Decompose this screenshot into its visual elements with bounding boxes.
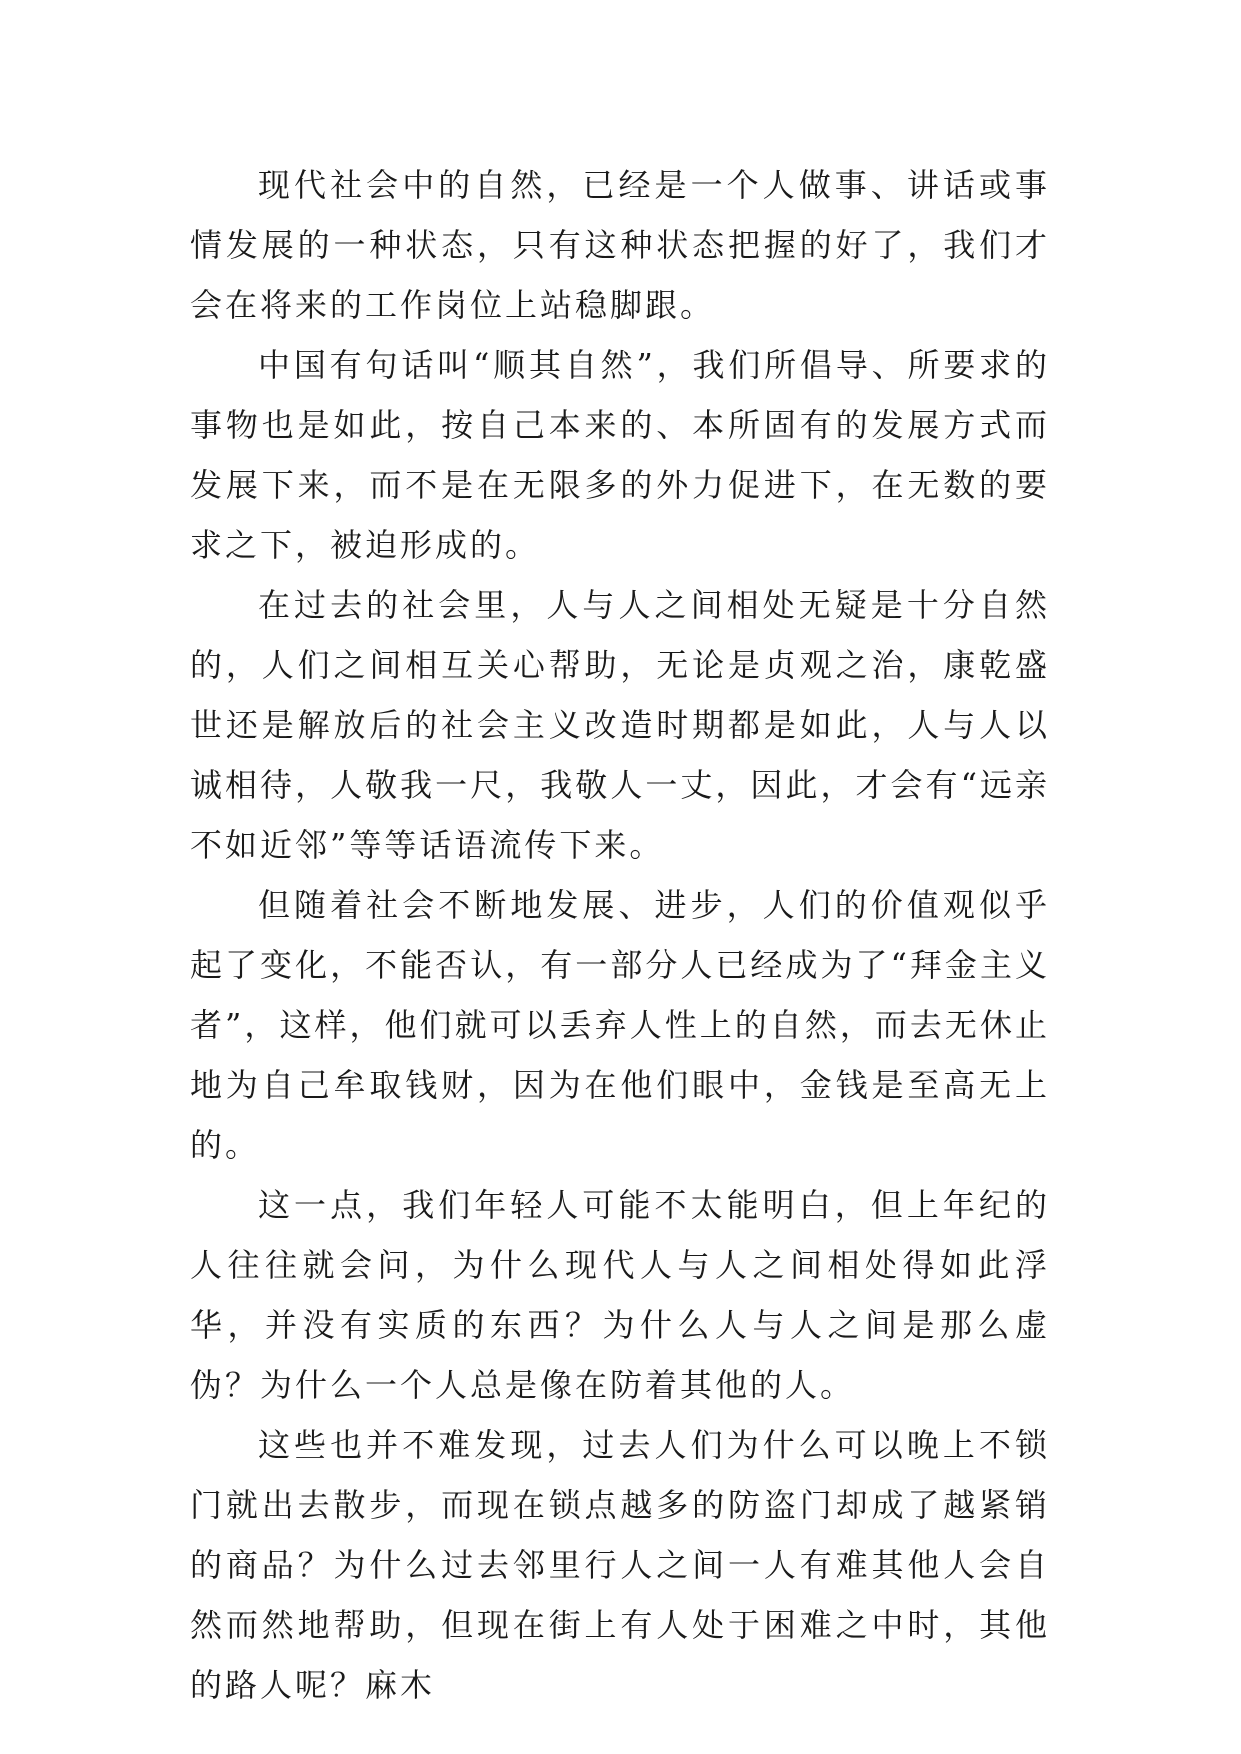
- paragraph-6: 这些也并不难发现，过去人们为什么可以晚上不锁门就出去散步，而现在锁点越多的防盗门却成了越紧销的商品？为什么过去邻里行人之间一人有难其他人会自然而然地帮助，但现在街上有人处于困难之中时，其他的路人呢？麻木: [190, 1426, 1050, 1704]
- paragraph-4: 但随着社会不断地发展、进步，人们的价值观似乎起了变化，不能否认，有一部分人已经成为了“拜金主义者”，这样，他们就可以丢弃人性上的自然，而去无休止地为自己牟取钱财，因为在他们眼中，金钱是至高无上的。: [190, 886, 1050, 1164]
- paragraph-3: 在过去的社会里，人与人之间相处无疑是十分自然的，人们之间相互关心帮助，无论是贞观之治，康乾盛世还是解放后的社会主义改造时期都是如此，人与人以诚相待，人敬我一尺，我敬人一丈，因此，才会有“远亲不如近邻”等等话语流传下来。: [190, 586, 1050, 864]
- document-body: [190, 155, 1050, 1715]
- paragraph-5: 这一点，我们年轻人可能不太能明白，但上年纪的人往往就会问，为什么现代人与人之间相处得如此浮华，并没有实质的东西？为什么人与人之间是那么虚伪？为什么一个人总是像在防着其他的人。: [190, 1186, 1050, 1404]
- paragraph-1: 现代社会中的自然，已经是一个人做事、讲话或事情发展的一种状态，只有这种状态把握的好了，我们才会在将来的工作岗位上站稳脚跟。: [190, 166, 1050, 324]
- paragraph-2: 中国有句话叫“顺其自然”，我们所倡导、所要求的事物也是如此，按自己本来的、本所固有的发展方式而发展下来，而不是在无限多的外力促进下，在无数的要求之下，被迫形成的。: [190, 346, 1050, 564]
